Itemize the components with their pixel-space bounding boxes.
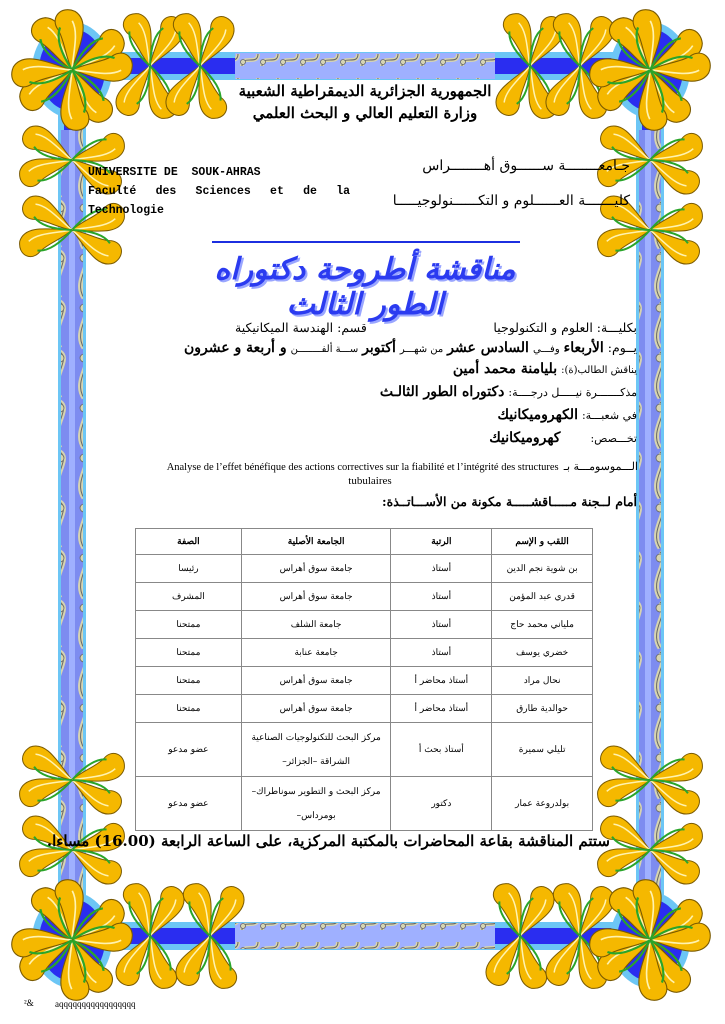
branch-label: في شعبـــة: [581,409,637,422]
year-value: و أربعة و عشرون [184,340,287,356]
month-name: أكتوبر [362,340,396,356]
jury-table-row [136,583,593,611]
dept-label: قسم: [337,320,367,335]
branch-value: الكهروميكانيك [497,407,578,423]
jury-table [135,528,593,831]
student-name: بلیامنة محمد أمین [452,361,558,377]
footer-text: aqqqqqqqqqqqqqqqqq [55,999,136,1009]
faculty-label: بكليـــة: [596,320,637,335]
fr-faculty-name: Faculté des Sciences et de la Technologie [88,185,350,217]
republic-title: الجمهورية الجزائرية الديمقراطية الشعبية [238,82,492,100]
jury-member-name: بولدروعة عمار [492,777,593,831]
jury-member-university: جامعة سوق أهراس [241,555,391,583]
day-connector: وفـــي [532,344,560,355]
jury-table-row [136,695,593,723]
jury-table-row [136,723,593,777]
jury-table-row [136,639,593,667]
specialty-value: كهروميكانيك [489,430,561,446]
header-name: اللقب و الإسم [492,529,593,555]
jury-member-rank: أستاذ [391,583,492,611]
thesis-line [98,455,638,474]
footer-symbol: ²& [24,998,34,1008]
jury-table-row [136,667,593,695]
jury-member-role: عضو مدعو [136,723,242,777]
jury-member-rank: أستاذ [391,611,492,639]
jury-member-name: تليلي سميرة [492,723,593,777]
jury-member-role: ممتحنا [136,611,242,639]
jury-member-rank: أستاذ [391,555,492,583]
jury-member-name: حوالدية طارق [492,695,593,723]
jury-table-row [136,611,593,639]
ar-university-name: جـامعــــــــة ســــــوق أهــــــــراس [422,158,630,174]
jury-member-role: ممتحنا [136,695,242,723]
jury-member-role: المشرف [136,583,242,611]
degree-line [380,384,637,400]
jury-table-header [136,529,593,555]
day-name: الأربعاء [563,340,604,356]
dept-value: الهندسة الميكانيكية [235,320,334,335]
student-line [453,361,637,377]
jury-member-university: مركز البحث و التطوير سوناطراك– بومرداس– [241,777,391,831]
jury-member-name: قدري عبد المؤمن [492,583,593,611]
jury-table-row [136,555,593,583]
jury-member-rank: أستاذ محاضر أ [391,667,492,695]
faculty-value: العلوم و التكنولوجيا [493,320,593,335]
jury-member-name: بن شوية نجم الدين [492,555,593,583]
jury-member-role: ممتحنا [136,639,242,667]
branch-line [498,407,638,423]
defense-title: مناقشة أطروحة دكتوراه الطور الثالث [214,252,516,322]
thesis-title-line1: Analyse de l’effet bénéfique des actions correctives sur la fiabilité et l’intégrité des structures [166,462,559,473]
jury-member-rank: دكتور [391,777,492,831]
jury-member-role: ممتحنا [136,667,242,695]
degree-label: مذكـــــــرة نيـــــل درجــــة: [508,386,637,399]
header-university: الجامعة الأصلية [241,529,391,555]
thesis-title-line2: tubulaires [348,475,392,487]
jury-member-university: جامعة سوق أهراس [241,667,391,695]
jury-member-university: مركز البحث للتكنولوجيات الصناعية الشراقة –الجزائر– [241,723,391,777]
jury-table-row [136,777,593,831]
jury-member-university: جامعة سوق أهراس [241,695,391,723]
degree-value: دكتوراه الطور الثالـث [379,384,505,400]
jury-member-rank: أستاذ [391,639,492,667]
french-institution-block [88,163,358,220]
day-number: السادس عشر [447,340,529,356]
title-divider [212,241,520,243]
header-rank: الرتبة [391,529,492,555]
header-role: الصفة [136,529,242,555]
jury-member-name: نحال مراد [492,667,593,695]
specialty-line [489,430,637,446]
jury-member-name: خضري يوسف [492,639,593,667]
student-label: يناقش الطالب(ة): [561,365,637,376]
ministry-title: وزارة التعليم العالي و البحث العلمي [252,104,478,122]
specialty-label: تخـــصص: [590,432,637,445]
thesis-label: الـــموسومـــة بـ [563,460,638,473]
year-connector: ســـة ألفــــــــن [290,344,359,355]
jury-intro: أمام لــجنة مـــــاقشـــــة مكونة من الأســـاتــذة: [382,494,637,509]
defense-announcement: ستتم المناقشة بقاعة المحاضرات بالمكتبة المركزية، على الساعة الرابعة (16.00) مساءا. [46,832,610,850]
fr-university-name: UNIVERSITE DE SOUK-AHRAS [88,166,261,179]
month-connector: من شهـــر [399,344,444,355]
faculty-line [493,320,637,335]
jury-member-role: عضو مدعو [136,777,242,831]
jury-member-university: جامعة الشلف [241,611,391,639]
jury-member-rank: أستاذ بحث أ [391,723,492,777]
jury-member-role: رئيسا [136,555,242,583]
jury-member-university: جامعة سوق أهراس [241,583,391,611]
jury-member-university: جامعة عنابة [241,639,391,667]
jury-member-rank: أستاذ محاضر أ [391,695,492,723]
department-line [235,320,367,335]
jury-member-name: ملياني محمد حاج [492,611,593,639]
date-line [184,340,637,356]
day-label: يــوم: [607,340,637,355]
ar-faculty-name: كليـــــــة العــــــلوم و التكــــــنولوجيـــــا [392,193,630,209]
